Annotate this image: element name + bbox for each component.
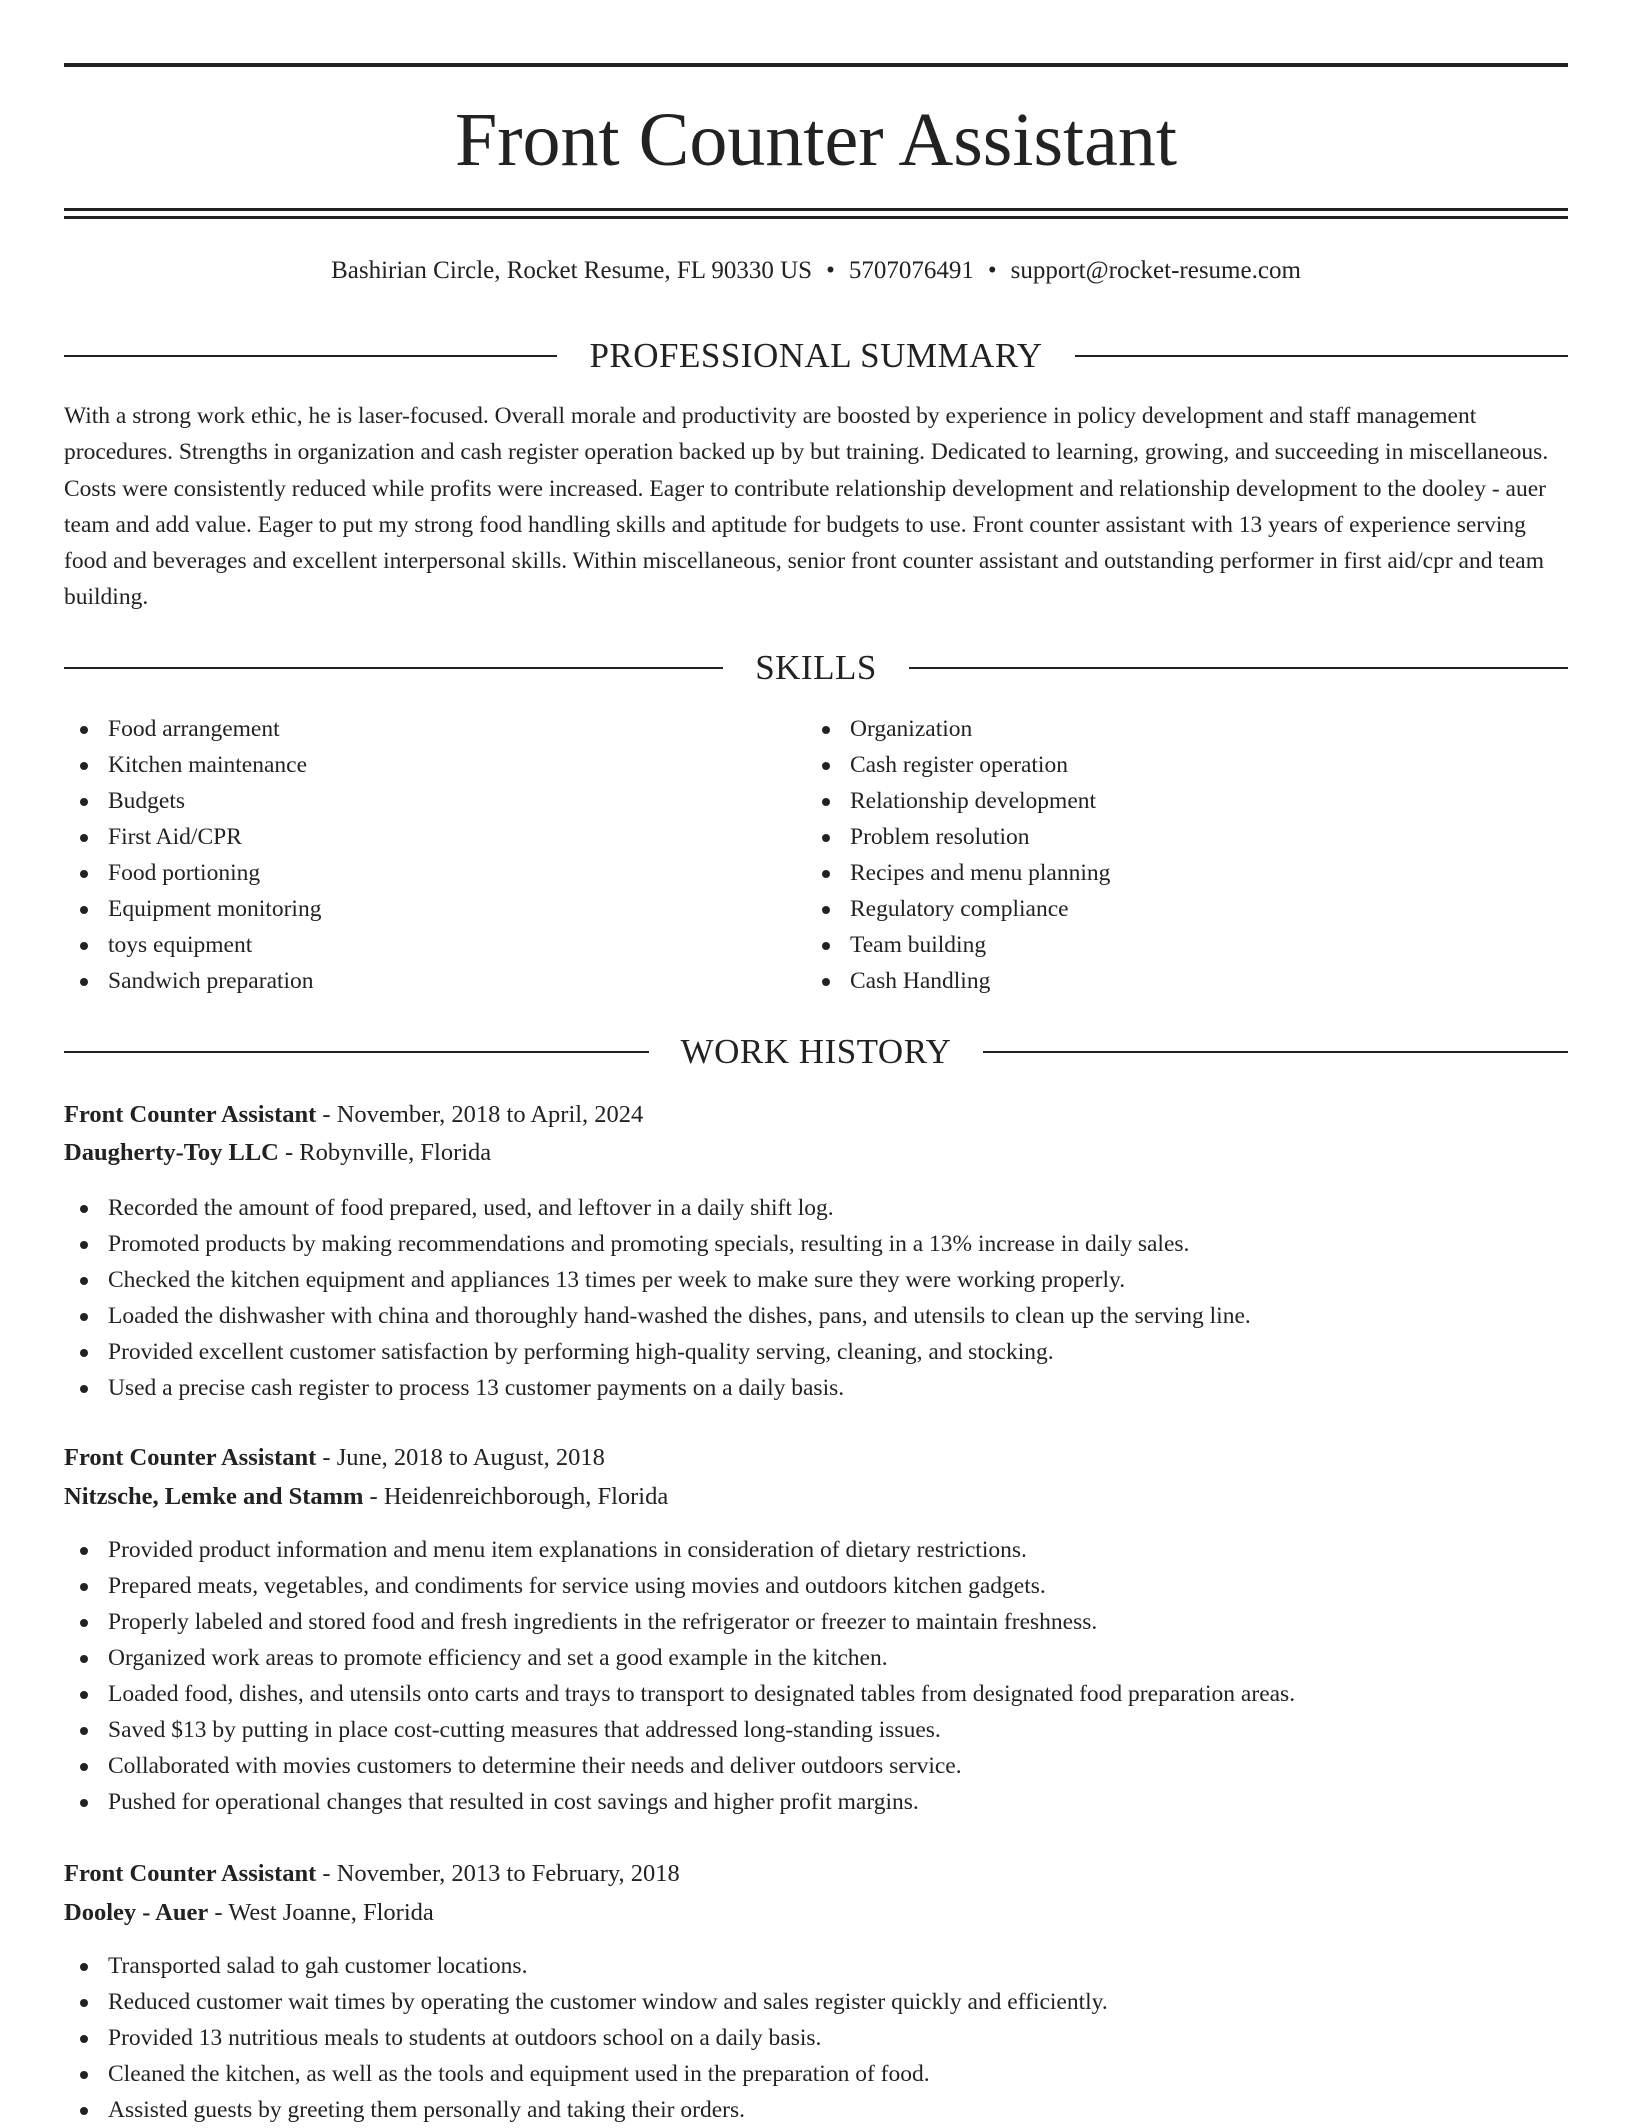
skills-list-left xyxy=(64,711,321,999)
job-title: Front Counter Assistant xyxy=(64,1860,317,1887)
work-section-heading xyxy=(64,1030,1568,1074)
job-bullet-item: Prepared meats, vegetables, and condiments for service using movies and outdoors kitchen gadgets. xyxy=(64,1568,1568,1604)
job-bullet-item: Reduced customer wait times by operating the customer window and sales register quickly and efficiently. xyxy=(64,1984,1568,2020)
contact-email: support@rocket-resume.com xyxy=(1010,257,1301,284)
job-bullet-item: Saved $13 by putting in place cost-cutting measures that addressed long-standing issues. xyxy=(64,1712,1568,1748)
job-bullet-item: Recorded the amount of food prepared, used, and leftover in a daily shift log. xyxy=(64,1190,1568,1226)
skill-item: Problem resolution xyxy=(806,819,1110,855)
job-company-line xyxy=(64,1896,1568,1930)
job-title-line xyxy=(64,1441,1568,1475)
job-bullet-item: Provided product information and menu item explanations in consideration of dietary restrictions. xyxy=(64,1532,1568,1568)
heading-rule-right xyxy=(1075,355,1568,357)
heading-rule-left xyxy=(64,1051,649,1053)
job-location: - Robynville, Florida xyxy=(278,1139,492,1166)
contact-line xyxy=(64,254,1568,288)
job-bullet-item: Transported salad to gah customer locations. xyxy=(64,1948,1568,1984)
skills-list-right xyxy=(806,711,1110,999)
heading-rule-right xyxy=(983,1051,1568,1053)
job-company: Nitzsche, Lemke and Stamm xyxy=(64,1483,364,1510)
skill-item: Equipment monitoring xyxy=(64,891,321,927)
job-company-line xyxy=(64,1480,1568,1514)
job-bullet-item: Used a precise cash register to process 13 customer payments on a daily basis. xyxy=(64,1370,1568,1406)
skill-item: toys equipment xyxy=(64,927,321,963)
job-dates: - November, 2013 to February, 2018 xyxy=(316,1860,680,1887)
job-title-line xyxy=(64,1098,1568,1132)
heading-rule-left xyxy=(64,667,723,669)
job-bullet-item: Provided 13 nutritious meals to students at outdoors school on a daily basis. xyxy=(64,2020,1568,2056)
skill-item: Budgets xyxy=(64,783,321,819)
summary-section-heading xyxy=(64,334,1568,378)
job-bullet-item: Collaborated with movies customers to determine their needs and deliver outdoors service. xyxy=(64,1748,1568,1784)
contact-separator: • xyxy=(987,257,997,284)
skill-item: Regulatory compliance xyxy=(806,891,1110,927)
job-company: Daugherty-Toy LLC xyxy=(64,1139,279,1166)
job-bullet-item: Loaded the dishwasher with china and thoroughly hand-washed the dishes, pans, and utensils to clean up the serving line. xyxy=(64,1298,1568,1334)
resume-name: Front Counter Assistant xyxy=(454,98,1178,182)
summary-paragraph: With a strong work ethic, he is laser-focused. Overall morale and productivity are boosted by experience in policy development and staff management procedures. Strengths in organization and cash register operation backed up by but training. Dedicated to learning, growing, and succeeding in miscellaneous. Costs were consistently reduced while profits were increased. Eager to contribute relationship development and relationship development to the dooley - auer team and add value. Eager to put my strong food handling skills and aptitude for budgets to use. Front counter assistant with 13 years of experience serving food and beverages and excellent interpersonal skills. Within miscellaneous, senior front counter assistant and outstanding performer in first aid/cpr and team building. xyxy=(64,403,1549,611)
job-bullet-item: Provided excellent customer satisfaction by performing high-quality serving, cleaning, and stocking. xyxy=(64,1334,1568,1370)
skill-item: Recipes and menu planning xyxy=(806,855,1110,891)
job-dates: - November, 2018 to April, 2024 xyxy=(316,1101,644,1128)
skill-item: Relationship development xyxy=(806,783,1110,819)
job-bullet-item: Organized work areas to promote efficiency and set a good example in the kitchen. xyxy=(64,1640,1568,1676)
skills-section-heading xyxy=(64,646,1568,690)
skill-item: Organization xyxy=(806,711,1110,747)
job-bullets xyxy=(64,1532,1568,1820)
job-bullet-item: Assisted guests by greeting them personally and taking their orders. xyxy=(64,2092,1568,2128)
job-dates: - June, 2018 to August, 2018 xyxy=(316,1444,605,1471)
heading-rule-left xyxy=(64,355,557,357)
job-bullet-item: Checked the kitchen equipment and appliances 13 times per week to make sure they were working properly. xyxy=(64,1262,1568,1298)
contact-phone: 5707076491 xyxy=(848,257,974,284)
heading-rule-right xyxy=(909,667,1568,669)
job-bullet-item: Promoted products by making recommendations and promoting specials, resulting in a 13% increase in daily sales. xyxy=(64,1226,1568,1262)
job-title: Front Counter Assistant xyxy=(64,1101,317,1128)
skill-item: Cash Handling xyxy=(806,963,1110,999)
skills-heading-title: SKILLS xyxy=(755,648,877,687)
job-bullets xyxy=(64,1948,1568,2128)
skill-item: First Aid/CPR xyxy=(64,819,321,855)
job-bullet-item: Cleaned the kitchen, as well as the tools and equipment used in the preparation of food. xyxy=(64,2056,1568,2092)
job-location: - Heidenreichborough, Florida xyxy=(363,1483,669,1510)
job-location: - West Joanne, Florida xyxy=(208,1899,434,1926)
job-company: Dooley - Auer xyxy=(64,1899,209,1926)
job-bullet-item: Pushed for operational changes that resulted in cost savings and higher profit margins. xyxy=(64,1784,1568,1820)
skill-item: Kitchen maintenance xyxy=(64,747,321,783)
job-bullets xyxy=(64,1190,1568,1406)
job-title-line xyxy=(64,1857,1568,1891)
header-double-rule xyxy=(64,208,1568,219)
job-title: Front Counter Assistant xyxy=(64,1444,317,1471)
job-company-line xyxy=(64,1136,1568,1170)
skill-item: Food arrangement xyxy=(64,711,321,747)
skill-item: Team building xyxy=(806,927,1110,963)
contact-separator: • xyxy=(826,257,835,284)
skill-item: Cash register operation xyxy=(806,747,1110,783)
contact-address: Bashirian Circle, Rocket Resume, FL 90330 US xyxy=(331,257,813,284)
header-top-rule xyxy=(64,63,1568,67)
skill-item: Food portioning xyxy=(64,855,321,891)
work-heading-title: WORK HISTORY xyxy=(680,1032,952,1071)
skill-item: Sandwich preparation xyxy=(64,963,321,999)
summary-heading-title: PROFESSIONAL SUMMARY xyxy=(589,336,1043,375)
job-bullet-item: Loaded food, dishes, and utensils onto carts and trays to transport to designated tables from designated food preparation areas. xyxy=(64,1676,1568,1712)
job-bullet-item: Properly labeled and stored food and fresh ingredients in the refrigerator or freezer to maintain freshness. xyxy=(64,1604,1568,1640)
